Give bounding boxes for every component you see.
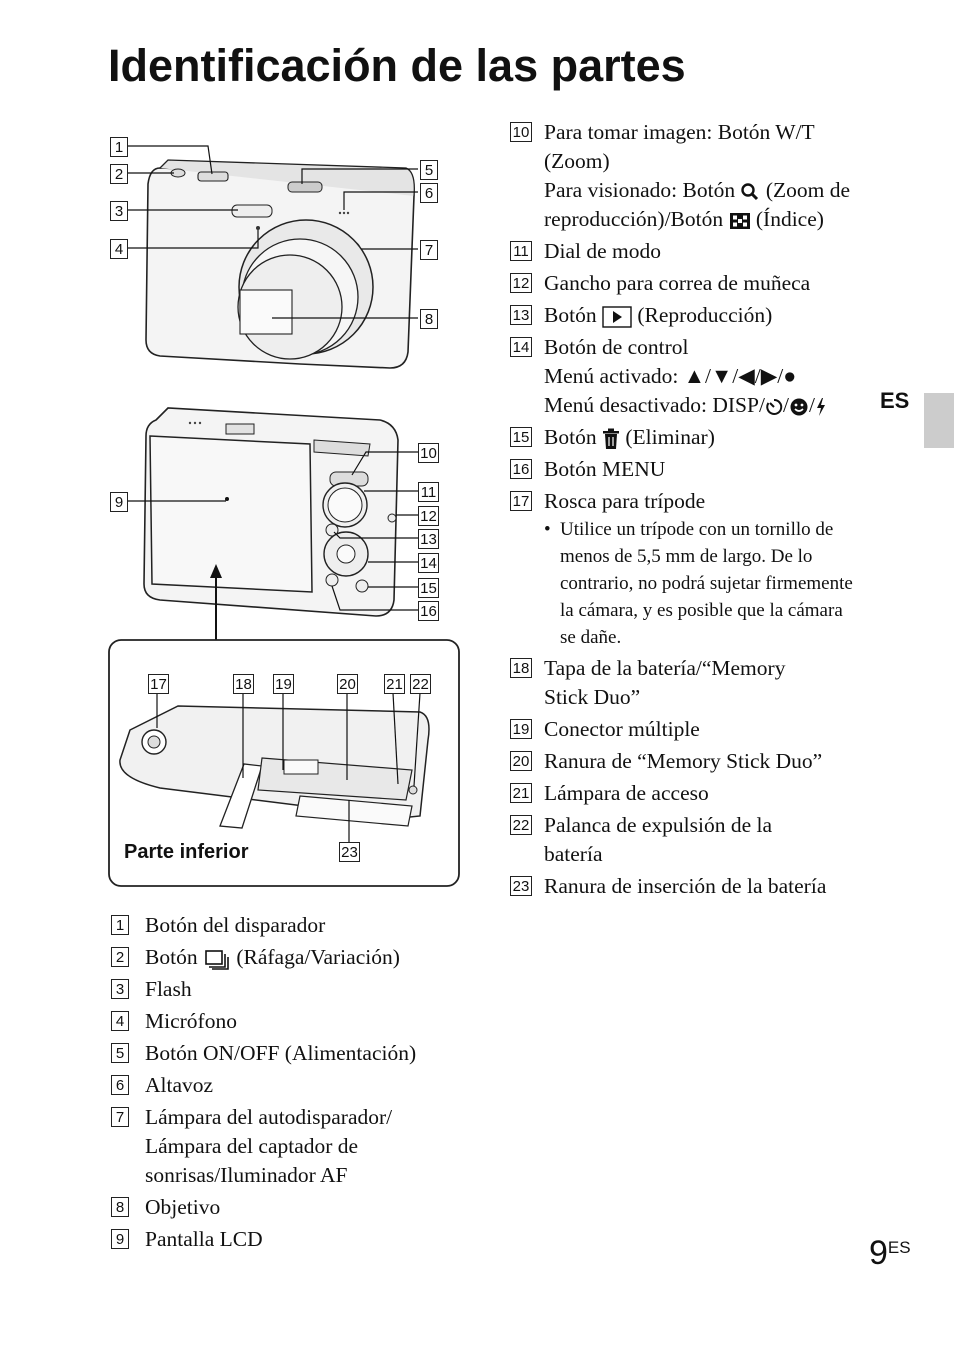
figure-label-2: 2 xyxy=(110,164,128,184)
list-item: 8 Objetivo xyxy=(111,1193,471,1222)
page-number: $9^{ES}$ xyxy=(869,1234,911,1272)
list-item: 11 Dial de modo xyxy=(510,237,870,266)
list-item: 22 Palanca de expulsión de la batería xyxy=(510,811,870,869)
figure-label-13: 13 xyxy=(418,529,439,549)
list-item: 16 Botón MENU xyxy=(510,455,870,484)
page-title: Identificación de las partes xyxy=(108,40,686,91)
figure-label-17: 17 xyxy=(148,674,169,694)
list-item: 4 Micrófono xyxy=(111,1007,471,1036)
figure-label-1: 1 xyxy=(110,137,128,157)
figure-label-3: 3 xyxy=(110,201,128,221)
index-grid-icon xyxy=(729,212,751,230)
figure-label-16: 16 xyxy=(418,601,439,621)
list-item: 15 Botón (Eliminar) xyxy=(510,423,870,452)
parts-list-left xyxy=(111,911,471,1257)
figure-label-19: 19 xyxy=(273,674,294,694)
list-item: 1 Botón del disparador xyxy=(111,911,471,940)
list-item: 7 Lámpara del autodisparador/ Lámpara del captador de sonrisas/Iluminador AF xyxy=(111,1103,471,1190)
trash-icon xyxy=(602,428,620,450)
figure-label-10: 10 xyxy=(418,443,439,463)
figure-label-23: 23 xyxy=(339,842,360,862)
figure-label-22: 22 xyxy=(410,674,431,694)
list-item: 14 Botón de control Menú activado: ▲/▼/◀/▶/● Menú desactivado: DISP/ / / xyxy=(510,333,870,420)
list-item: 20 Ranura de “Memory Stick Duo” xyxy=(510,747,870,776)
self-timer-icon xyxy=(765,397,783,417)
figure-label-18: 18 xyxy=(233,674,254,694)
list-item: 17 Rosca para trípode • Utilice un trípode con un tornillo de menos de 5,5 mm de largo. De lo contrario, no podrá sujetar firmemente la cámara, y es posible que la cámara se dañe. xyxy=(510,487,870,651)
list-item: 19 Conector múltiple xyxy=(510,715,870,744)
playback-icon xyxy=(602,306,632,328)
bottom-panel-label: Parte inferior xyxy=(124,841,249,863)
figure-label-15: 15 xyxy=(418,578,439,598)
figure-label-8: 8 xyxy=(420,309,438,329)
figure-label-11: 11 xyxy=(418,482,439,502)
figure-label-7: 7 xyxy=(420,240,438,260)
figure-label-14: 14 xyxy=(418,553,439,573)
language-tab-marker xyxy=(924,393,954,448)
burst-icon xyxy=(203,948,231,970)
figure-label-9: 9 xyxy=(110,492,128,512)
list-item: 3 Flash xyxy=(111,975,471,1004)
parts-list-right xyxy=(510,118,870,904)
flash-icon xyxy=(815,397,827,417)
camera-back-view xyxy=(144,408,398,616)
list-item: 5 Botón ON/OFF (Alimentación) xyxy=(111,1039,471,1068)
list-item: 9 Pantalla LCD xyxy=(111,1225,471,1254)
camera-front-view xyxy=(146,160,414,368)
magnifier-icon xyxy=(740,182,760,202)
list-item: 18 Tapa de la batería/“Memory Stick Duo” xyxy=(510,654,870,712)
list-item: 2 Botón (Ráfaga/Variación) xyxy=(111,943,471,972)
list-item: 13 Botón (Reproducción) xyxy=(510,301,870,330)
figure-label-20: 20 xyxy=(337,674,358,694)
smile-icon xyxy=(789,397,809,417)
list-item: 6 Altavoz xyxy=(111,1071,471,1100)
figure-label-5: 5 xyxy=(420,160,438,180)
list-item: 21 Lámpara de acceso xyxy=(510,779,870,808)
figure-label-12: 12 xyxy=(418,506,439,526)
list-item: 10 Para tomar imagen: Botón W/T (Zoom) Para visionado: Botón (Zoom de reproducción)/Botón (Índice) xyxy=(510,118,870,234)
list-item: 12 Gancho para correa de muñeca xyxy=(510,269,870,298)
figure-label-6: 6 xyxy=(420,183,438,203)
list-item: 23 Ranura de inserción de la batería xyxy=(510,872,870,901)
figure-label-21: 21 xyxy=(384,674,405,694)
figure-label-4: 4 xyxy=(110,239,128,259)
tripod-note: • Utilice un trípode con un tornillo de menos de 5,5 mm de largo. De lo contrario, no podrá sujetar firmemente la cámara, y es posible que la cámara se dañe. xyxy=(544,516,860,651)
language-tab-label: ES xyxy=(880,388,910,413)
